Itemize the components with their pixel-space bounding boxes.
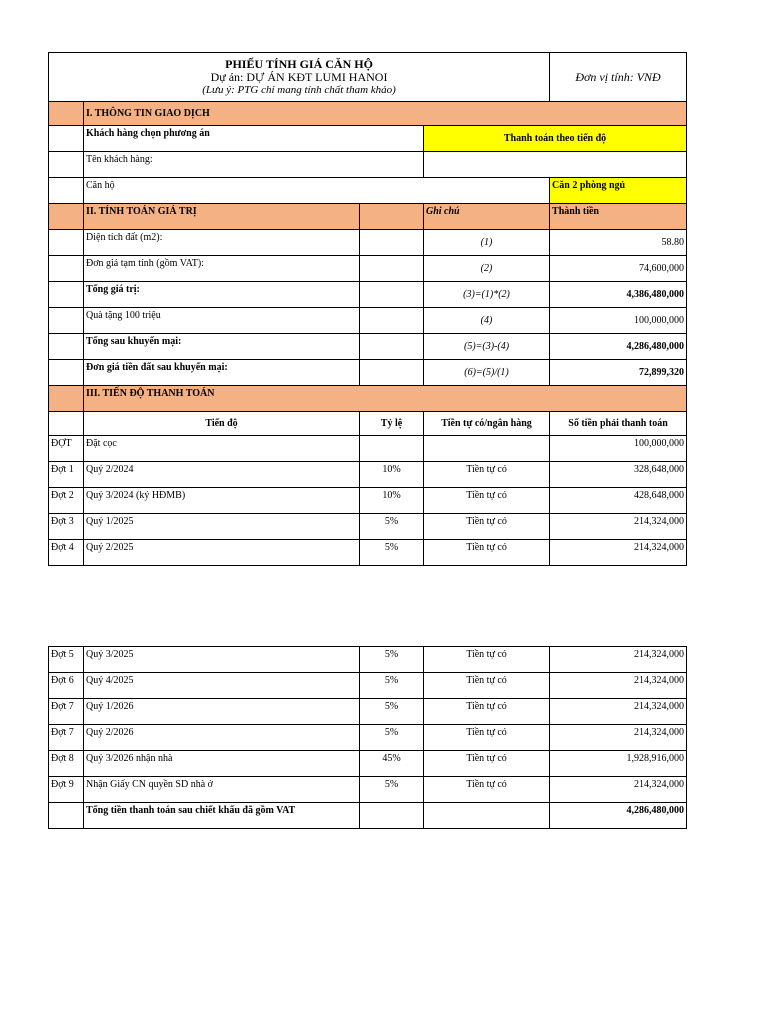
ratio-value: 10% xyxy=(360,462,424,488)
schedule-row xyxy=(49,514,687,540)
calc-value: 100,000,000 xyxy=(550,308,687,334)
apartment-label: Căn hộ xyxy=(84,178,550,204)
progress-label: Quý 3/2026 nhận nhà xyxy=(84,751,360,777)
progress-label: Quý 1/2025 xyxy=(84,514,360,540)
source-value: Tiền tự có xyxy=(424,540,550,566)
calc-blank xyxy=(360,282,424,308)
schedule-row xyxy=(49,436,687,462)
payment-value: 428,648,000 xyxy=(550,488,687,514)
phase-label: Đợt 4 xyxy=(49,540,84,566)
calc-row xyxy=(49,334,687,360)
customer-value[interactable] xyxy=(424,152,687,178)
source-value: Tiền tự có xyxy=(424,647,550,673)
calc-row-blank xyxy=(49,360,84,386)
source-value: Tiền tự có xyxy=(424,488,550,514)
progress-label: Quý 2/2025 xyxy=(84,540,360,566)
progress-label: Đặt cọc xyxy=(84,436,360,462)
currency-unit: Đơn vị tính: VNĐ xyxy=(550,53,687,102)
schedule-column-header-row xyxy=(49,412,687,436)
schedule-row xyxy=(49,647,687,673)
phase-label: Đợt 3 xyxy=(49,514,84,540)
calc-label: Quà tặng 100 triệu xyxy=(84,308,360,334)
calc-row-blank xyxy=(49,334,84,360)
schedule-row xyxy=(49,673,687,699)
calc-row xyxy=(49,256,687,282)
amount-column-header: Thành tiền xyxy=(550,204,687,230)
schedule-row xyxy=(49,462,687,488)
calc-note: (3)=(1)*(2) xyxy=(424,282,550,308)
calc-note: (4) xyxy=(424,308,550,334)
payment-value: 214,324,000 xyxy=(550,699,687,725)
progress-label: Quý 4/2025 xyxy=(84,673,360,699)
calculation-rows xyxy=(49,230,687,386)
schedule-row xyxy=(49,699,687,725)
customer-row xyxy=(49,152,687,178)
ratio-value: 45% xyxy=(360,751,424,777)
payment-value: 214,324,000 xyxy=(550,725,687,751)
source-value: Tiền tự có xyxy=(424,777,550,803)
plan-label: Khách hàng chọn phương án xyxy=(84,126,424,152)
calc-row xyxy=(49,308,687,334)
phase-label: Đợt 6 xyxy=(49,673,84,699)
ratio-value: 5% xyxy=(360,540,424,566)
calc-blank xyxy=(360,360,424,386)
schedule-row xyxy=(49,488,687,514)
progress-label: Quý 2/2024 xyxy=(84,462,360,488)
progress-label: Nhận Giấy CN quyền SD nhà ở xyxy=(84,777,360,803)
calc-value: 74,600,000 xyxy=(550,256,687,282)
calc-note: (5)=(3)-(4) xyxy=(424,334,550,360)
payment-value: 214,324,000 xyxy=(550,540,687,566)
schedule-row xyxy=(49,777,687,803)
payment-column-header: Số tiền phải thanh toán xyxy=(550,412,687,436)
calc-value: 58.80 xyxy=(550,230,687,256)
ratio-value: 5% xyxy=(360,647,424,673)
source-value: Tiền tự có xyxy=(424,699,550,725)
section-1-title: I. THÔNG TIN GIAO DỊCH xyxy=(84,102,687,126)
payment-value: 214,324,000 xyxy=(550,514,687,540)
section-2-header xyxy=(49,204,687,230)
progress-label: Quý 3/2024 (ký HĐMB) xyxy=(84,488,360,514)
phase-label: Đợt 1 xyxy=(49,462,84,488)
section-3-header xyxy=(49,386,687,412)
calc-row-blank xyxy=(49,256,84,282)
calc-label: Diện tích đất (m2): xyxy=(84,230,360,256)
calc-note: (2) xyxy=(424,256,550,282)
phase-label: Đợt 2 xyxy=(49,488,84,514)
calc-blank xyxy=(360,334,424,360)
payment-value: 214,324,000 xyxy=(550,647,687,673)
calc-row xyxy=(49,360,687,386)
calc-note: (6)=(5)/(1) xyxy=(424,360,550,386)
calc-label: Tổng sau khuyến mại: xyxy=(84,334,360,360)
progress-label: Quý 2/2026 xyxy=(84,725,360,751)
schedule-continuation-table xyxy=(48,646,687,829)
calc-label: Tổng giá trị: xyxy=(84,282,360,308)
phase-label: Đợt 5 xyxy=(49,647,84,673)
calc-row xyxy=(49,230,687,256)
total-value: 4,286,480,000 xyxy=(550,803,687,829)
plan-row xyxy=(49,126,687,152)
calc-blank xyxy=(360,256,424,282)
calc-note: (1) xyxy=(424,230,550,256)
ratio-value: 5% xyxy=(360,514,424,540)
schedule-rows-page-1 xyxy=(49,436,687,566)
source-value: Tiền tự có xyxy=(424,725,550,751)
progress-label: Quý 3/2025 xyxy=(84,647,360,673)
payment-value: 214,324,000 xyxy=(550,777,687,803)
phase-label: Đợt 9 xyxy=(49,777,84,803)
ratio-value xyxy=(360,436,424,462)
calc-row-blank xyxy=(49,308,84,334)
phase-label: Đợt 7 xyxy=(49,699,84,725)
payment-value: 328,648,000 xyxy=(550,462,687,488)
ratio-value: 10% xyxy=(360,488,424,514)
source-value: Tiền tự có xyxy=(424,673,550,699)
apartment-value[interactable]: Căn 2 phòng ngủ xyxy=(550,178,687,204)
price-sheet-table xyxy=(48,52,687,566)
ratio-value: 5% xyxy=(360,777,424,803)
section-1-header xyxy=(49,102,687,126)
progress-column-header: Tiến độ xyxy=(84,412,360,436)
calc-label: Đơn giá tạm tính (gồm VAT): xyxy=(84,256,360,282)
calc-value: 72,899,320 xyxy=(550,360,687,386)
sheet-header-row xyxy=(49,53,687,102)
reference-note: (Lưu ý: PTG chỉ mang tính chất tham khảo) xyxy=(202,83,396,96)
project-name: Dự án: DỰ ÁN KĐT LUMI HANOI xyxy=(210,69,388,84)
source-value: Tiền tự có xyxy=(424,514,550,540)
payment-value: 100,000,000 xyxy=(550,436,687,462)
schedule-row xyxy=(49,725,687,751)
phase-label: Đợt 8 xyxy=(49,751,84,777)
section-3-title: III. TIẾN ĐỘ THANH TOÁN xyxy=(84,386,687,412)
plan-value[interactable]: Thanh toán theo tiến độ xyxy=(424,126,687,152)
apartment-row xyxy=(49,178,687,204)
source-column-header: Tiền tự có/ngân hàng xyxy=(424,412,550,436)
note-column-header: Ghi chú xyxy=(424,204,550,230)
total-label: Tổng tiền thanh toán sau chiết khấu đã gồm VAT xyxy=(84,803,360,829)
calc-value: 4,286,480,000 xyxy=(550,334,687,360)
progress-label: Quý 1/2026 xyxy=(84,699,360,725)
customer-label: Tên khách hàng: xyxy=(84,152,424,178)
calc-row xyxy=(49,282,687,308)
source-value xyxy=(424,436,550,462)
total-row xyxy=(49,803,687,829)
calc-blank xyxy=(360,308,424,334)
ratio-value: 5% xyxy=(360,725,424,751)
ratio-value: 5% xyxy=(360,673,424,699)
phase-label: ĐỢT xyxy=(49,436,84,462)
source-value: Tiền tự có xyxy=(424,462,550,488)
sheet-title-block xyxy=(49,53,550,102)
calc-value: 4,386,480,000 xyxy=(550,282,687,308)
calc-label: Đơn giá tiền đất sau khuyến mại: xyxy=(84,360,360,386)
calc-blank xyxy=(360,230,424,256)
ratio-value: 5% xyxy=(360,699,424,725)
calc-row-blank xyxy=(49,230,84,256)
ratio-column-header: Tỷ lệ xyxy=(360,412,424,436)
calc-row-blank xyxy=(49,282,84,308)
source-value: Tiền tự có xyxy=(424,751,550,777)
section-2-title: II. TÍNH TOÁN GIÁ TRỊ xyxy=(84,204,360,230)
schedule-rows-page-2 xyxy=(49,647,687,803)
payment-value: 1,928,916,000 xyxy=(550,751,687,777)
schedule-row xyxy=(49,751,687,777)
schedule-row xyxy=(49,540,687,566)
payment-value: 214,324,000 xyxy=(550,673,687,699)
sheet-title: PHIẾU TÍNH GIÁ CĂN HỘ xyxy=(225,56,373,71)
phase-label: Đợt 7 xyxy=(49,725,84,751)
